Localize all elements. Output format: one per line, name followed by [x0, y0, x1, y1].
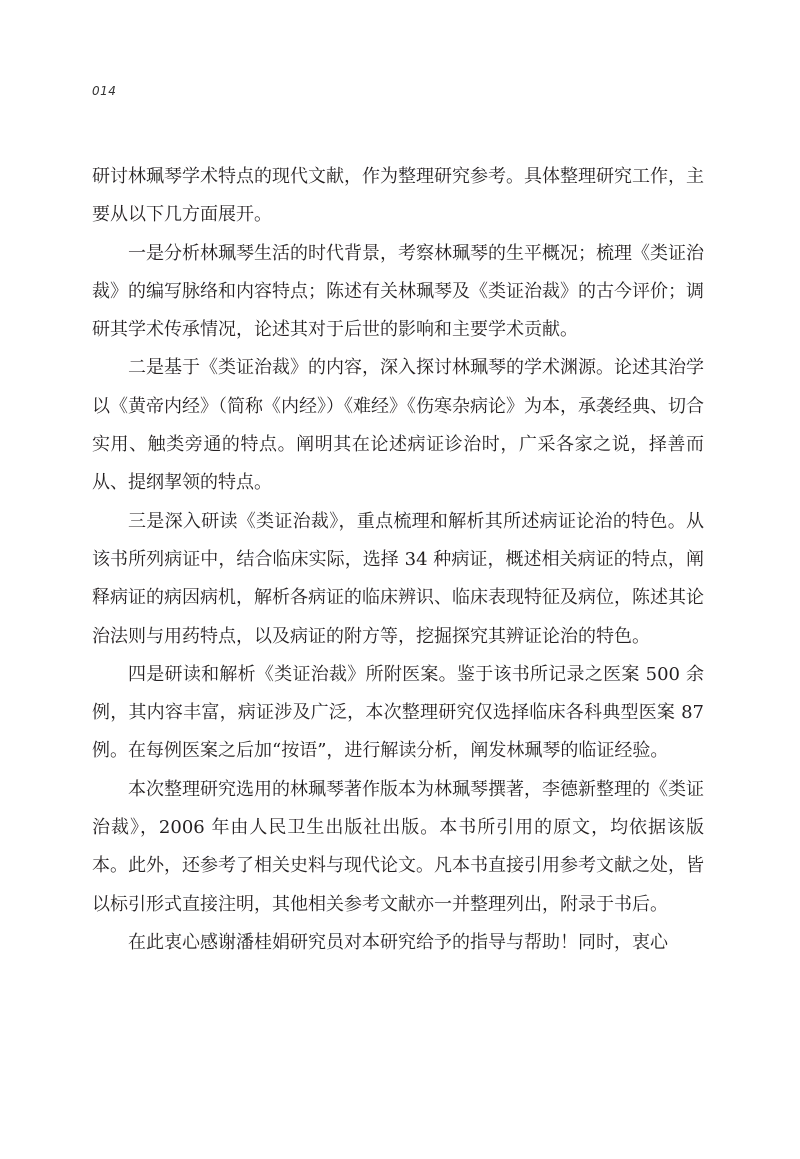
paragraph-point-four: 四是研读和解析《类证治裁》所附医案。鉴于该书所记录之医案 500 余例，其内容丰富，病证涉及广泛，本次整理研究仅选择临床各科典型医案 87 例。在每例医案之后加“按语”，进行解读分析，阐发林珮琴的临证经验。 [92, 663, 704, 762]
paragraph-point-one: 一是分析林珮琴生活的时代背景，考察林珮琴的生平概况；梳理《类证治裁》的编写脉络和内容特点；陈述有关林珮琴及《类证治裁》的古今评价；调研其学术传承情况，论述其对于后世的影响和主要学术贡献。 [92, 242, 704, 341]
paragraph-point-two: 二是基于《类证治裁》的内容，深入探讨林珮琴的学术渊源。论述其治学以《黄帝内经》（简称《内经》）《难经》《伤寒杂病论》为本，承袭经典、切合实用、触类旁通的特点。阐明其在论述病证诊治时，广采各家之说，择善而从、提纲挈领的特点。 [92, 357, 704, 494]
body-text [92, 158, 704, 962]
paragraph-edition-note: 本次整理研究选用的林珮琴著作版本为林珮琴撰著，李德新整理的《类证治裁》，2006 年由人民卫生出版社出版。本书所引用的原文，均依据该版本。此外，还参考了相关史料与现代论文。凡本书直接引用参考文献之处，皆以标引形式直接注明，其他相关参考文献亦一并整理列出，附录于书后。 [92, 778, 704, 915]
paragraph-continuation: 研讨林珮琴学术特点的现代文献，作为整理研究参考。具体整理研究工作，主要从以下几方面展开。 [92, 166, 704, 226]
page-number: 014 [92, 84, 117, 98]
paragraph-acknowledgement: 在此衷心感谢潘桂娟研究员对本研究给予的指导与帮助！同时，衷心 [128, 931, 668, 953]
paragraph-point-three: 三是深入研读《类证治裁》，重点梳理和解析其所述病证论治的特色。从该书所列病证中，结合临床实际，选择 34 种病证，概述相关病证的特点，阐释病证的病因病机，解析各病证的临床辨识、临床表现特征及病位，陈述其论治法则与用药特点，以及病证的附方等，挖掘探究其辨证论治的特色。 [92, 510, 704, 647]
